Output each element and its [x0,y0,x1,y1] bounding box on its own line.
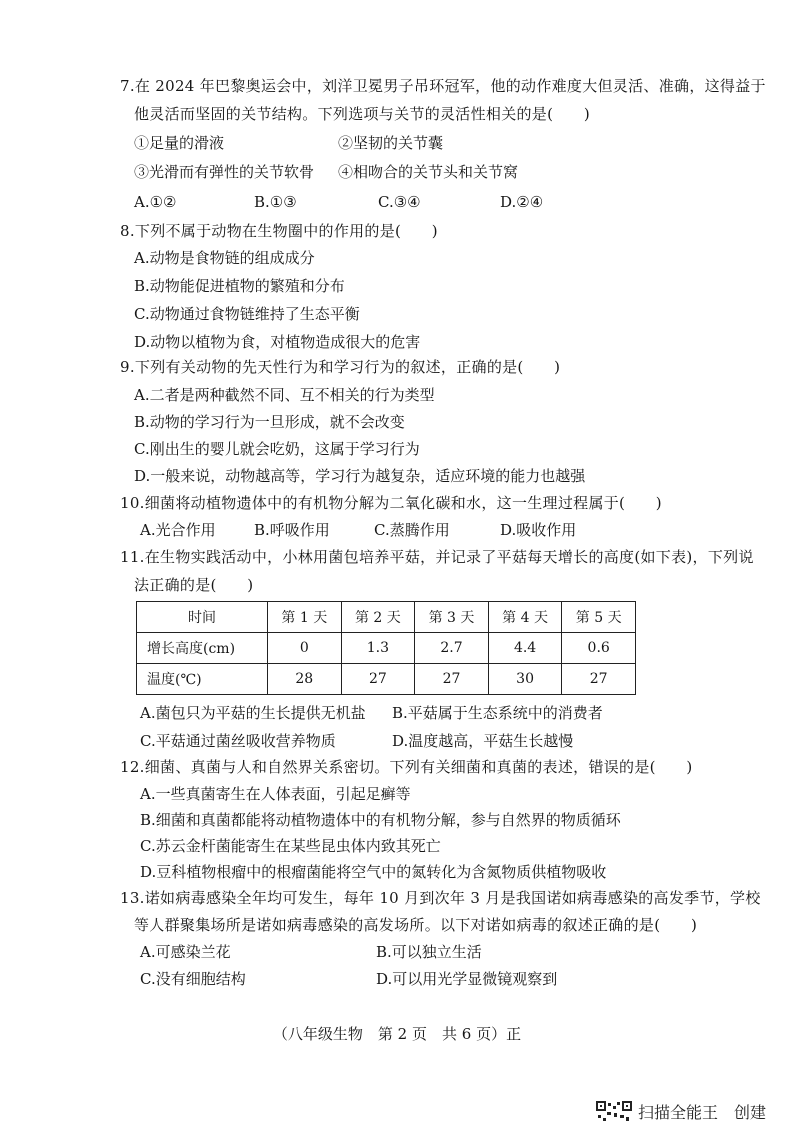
q12-option-a: A.一些真菌寄生在人体表面，引起足癣等 [140,785,411,803]
q12-option-d: D.豆科植物根瘤中的根瘤菌能将空气中的氮转化为含氮物质供植物吸收 [140,863,607,881]
table-header-cell: 第 4 天 [488,602,562,633]
q9-option-a: A.二者是两种截然不同、互不相关的行为类型 [134,386,435,404]
table-header-cell: 第 3 天 [415,602,489,633]
q10-option-a: A.光合作用 [140,521,216,539]
scanner-watermark: 扫描全能王 创建 [638,1103,767,1122]
q9-option-c: C.刚出生的婴儿就会吃奶，这属于学习行为 [134,440,420,458]
table-row [137,664,636,695]
table-header-cell: 第 5 天 [562,602,636,633]
page-footer: （八年级生物 第 2 页 共 6 页）正 [272,1025,522,1043]
table-cell: 28 [268,664,342,695]
q7-option-a: A.①② [134,193,177,211]
q12-option-b: B.细菌和真菌都能将动植物遗体中的有机物分解，参与自然界的物质循环 [140,811,621,829]
statement-2: ②坚韧的关节囊 [338,134,444,152]
q10-option-d: D.吸收作用 [500,521,577,539]
q9-option-b: B.动物的学习行为一旦形成，就不会改变 [134,413,405,431]
question-13-line-2: 等人群聚集场所是诺如病毒感染的高发场所。以下对诺如病毒的叙述正确的是( ) [134,916,698,934]
table-header-row [137,602,636,633]
q10-option-c: C.蒸腾作用 [374,521,450,539]
q13-option-b: B.可以独立生活 [376,943,482,961]
table-row [137,633,636,664]
table-header-cell: 第 1 天 [268,602,342,633]
question-13-line-1: 13.诺如病毒感染全年均可发生，每年 10 月到次年 3 月是我国诺如病毒感染的高发季节，学校 [120,889,761,907]
statement-3: ③光滑而有弹性的关节软骨 [134,163,315,181]
table-cell: 0 [268,633,342,664]
q7-option-c: C.③④ [378,193,421,211]
q8-option-b: B.动物能促进植物的繁殖和分布 [134,277,345,295]
table-cell: 2.7 [415,633,489,664]
table-cell: 温度(℃) [137,664,268,695]
table-cell: 1.3 [341,633,415,664]
q12-option-c: C.苏云金杆菌能寄生在某些昆虫体内致其死亡 [140,837,441,855]
table-cell: 27 [341,664,415,695]
q11-option-b: B.平菇属于生态系统中的消费者 [392,704,603,722]
table-cell: 27 [415,664,489,695]
question-10: 10.细菌将动植物遗体中的有机物分解为二氧化碳和水，这一生理过程属于( ) [120,494,662,512]
q7-option-d: D.②④ [500,193,544,211]
table-cell: 4.4 [488,633,562,664]
q11-option-a: A.菌包只为平菇的生长提供无机盐 [140,704,366,722]
table-cell: 增长高度(cm) [137,633,268,664]
question-11-line-1: 11.在生物实践活动中，小林用菌包培养平菇，并记录了平菇每天增长的高度(如下表)，下列说 [120,548,754,566]
qr-code-icon [596,1101,632,1123]
q9-option-d: D.一般来说，动物越高等，学习行为越复杂，适应环境的能力也越强 [134,467,586,485]
question-11-line-2: 法正确的是( ) [134,576,254,594]
question-8: 8.下列不属于动物在生物圈中的作用的是( ) [120,222,438,240]
q8-option-d: D.动物以植物为食，对植物造成很大的危害 [134,333,421,351]
q11-option-d: D.温度越高，平菇生长越慢 [392,732,574,750]
question-9: 9.下列有关动物的先天性行为和学习行为的叙述，正确的是( ) [120,358,561,376]
question-7-line-1: 7.在 2024 年巴黎奥运会中，刘洋卫冕男子吊环冠军，他的动作难度大但灵活、准确，这得益于 [120,77,766,95]
question-7-line-2: 他灵活而坚固的关节结构。下列选项与关节的灵活性相关的是( ) [134,105,591,123]
table-cell: 30 [488,664,562,695]
q13-option-d: D.可以用光学显微镜观察到 [376,970,558,988]
q11-option-c: C.平菇通过菌丝吸收营养物质 [140,732,336,750]
table-cell: 27 [562,664,636,695]
q13-option-c: C.没有细胞结构 [140,970,246,988]
q13-option-a: A.可感染兰花 [140,943,231,961]
mushroom-growth-table [136,601,636,695]
question-12: 12.细菌、真菌与人和自然界关系密切。下列有关细菌和真菌的表述，错误的是( ) [120,758,693,776]
q7-option-b: B.①③ [254,193,297,211]
table-cell: 0.6 [562,633,636,664]
q8-option-a: A.动物是食物链的组成成分 [134,249,315,267]
q10-option-b: B.呼吸作用 [254,521,330,539]
q8-option-c: C.动物通过食物链维持了生态平衡 [134,305,360,323]
table-header-cell: 第 2 天 [341,602,415,633]
statement-1: ①足量的滑液 [134,134,225,152]
statement-4: ④相吻合的关节头和关节窝 [338,163,519,181]
table-header-cell: 时间 [137,602,268,633]
